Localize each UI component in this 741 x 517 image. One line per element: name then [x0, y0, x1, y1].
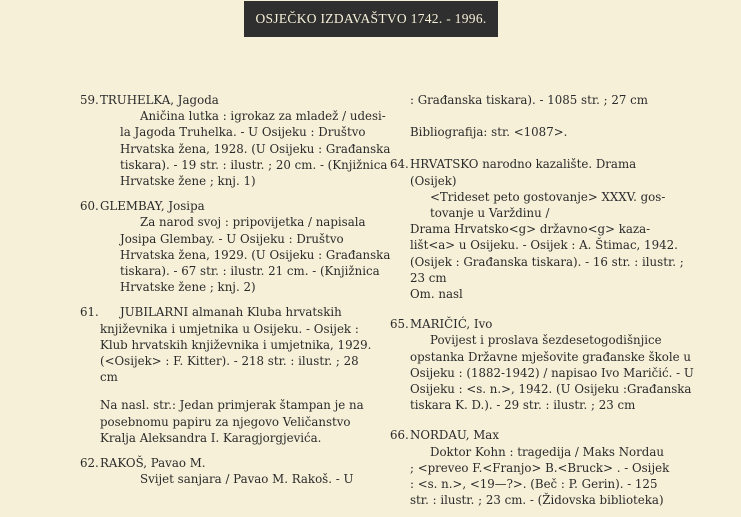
entry-body: [80, 321, 372, 446]
entry-line: Bibliografija: str. <1087>.: [410, 125, 568, 140]
entry-heading: RAKOŠ, Pavao M.: [100, 456, 206, 471]
entry-line: <Trideset peto gostovanje> XXXV. gos-: [430, 189, 666, 204]
entry-line: Osijeku : (1882-1942) / napisao Ivo Maričić. - U: [410, 365, 694, 380]
entry-line: Kralja Aleksandra I. Karagjorgjevića.: [100, 430, 322, 445]
entry-number: 60.: [80, 199, 99, 214]
entry-note: [100, 397, 364, 446]
entry-line: Svijet sanjara / Pavao M. Rakoš. - U: [140, 472, 354, 487]
entry-line: la Jagoda Truhelka. - U Osijeku : Društvo: [120, 125, 366, 140]
entry-body: [390, 332, 694, 413]
entry-number: 61.: [80, 305, 99, 320]
entry-line: (Osijek): [410, 173, 457, 188]
bibliography-entry: [390, 427, 670, 508]
entry-line: : Građanska tiskara). - 1085 str. ; 27 cm: [410, 93, 648, 107]
bibliography-entry: [390, 316, 694, 413]
entry-line: opstanka Državne mješovite građanske škole u: [410, 349, 691, 364]
entry-heading: TRUHELKA, Jagoda: [100, 93, 219, 107]
entry-line: Doktor Kohn : tragedija / Maks Nordau: [430, 444, 664, 459]
entry-number: 59.: [80, 93, 99, 107]
entry-heading: MARIČIĆ, Ivo: [410, 317, 493, 332]
entry-line: (Osijek : Građanska tiskara). - 16 str. : ilustr. ;: [410, 254, 684, 269]
entry-heading: NORDAU, Max: [410, 428, 499, 443]
entry-number: 65.: [390, 317, 409, 332]
entry-line: Za narod svoj : pripovijetka / napisala: [140, 215, 366, 230]
entry-line: ; <preveo F.<Franjo> B.<Bruck> . - Osijek: [410, 460, 670, 475]
entry-line: cm: [100, 370, 118, 385]
entry-body: [80, 108, 391, 189]
entry-body: [80, 214, 391, 295]
entry-line: posebnomu papiru za njegovo Veličanstvo: [100, 414, 351, 429]
entry-number: 64.: [390, 157, 409, 172]
left-column: [80, 92, 391, 496]
entry-continuation: [390, 92, 670, 140]
entry-line: Aničina lutka : igrokaz za mladež / udesi-: [140, 109, 386, 124]
entry-number: 62.: [80, 456, 99, 471]
entry-line: književnika i umjetnika u Osijeku. - Osijek :: [100, 321, 359, 336]
entry-line: (<Osijek> : F. Kitter). - 218 str. : ilustr. ; 28: [100, 354, 359, 369]
entry-line: str. : ilustr. ; 23 cm. - (Židovska biblioteka): [410, 493, 664, 508]
entry-line: Na nasl. str.: Jedan primjerak štampan je na: [100, 398, 364, 413]
entry-line: Drama Hrvatsko<g> državno<g> kaza-: [410, 222, 651, 237]
bibliography-entry: [80, 455, 358, 487]
entry-body: [80, 471, 358, 487]
entry-body: [390, 173, 684, 303]
entry-line: Osijeku : <s. n.>, 1942. (U Osijeku :Građanska: [410, 382, 692, 397]
entry-line: Om. nasl: [410, 287, 463, 302]
bibliography-entry: [80, 92, 391, 189]
entry-line: 23 cm: [410, 270, 447, 285]
entry-line: Povijest i proslava šezdesetogodišnjice: [430, 333, 662, 348]
entry-body: [390, 444, 670, 509]
entry-line: tovanje u Varždinu /: [430, 206, 550, 221]
bibliography-entry: [80, 304, 372, 446]
entry-line: Hrvatske žene ; knj. 2): [120, 280, 256, 295]
entry-line: tiskara K. D.). - 29 str. : ilustr. ; 23 cm: [410, 398, 636, 413]
entry-line: tiskara). - 19 str. : ilustr. ; 20 cm. - (Knjižnica: [120, 157, 388, 172]
entry-line: Klub hrvatskih književnika i umjetnika, 1929.: [100, 337, 372, 352]
entry-line: Hrvatska žena, 1928. (U Osijeku : Građanska: [120, 141, 391, 156]
entry-line: : <s. n.>, <19—?>. (Beč : P. Gerin). - 125: [410, 477, 658, 492]
page-banner: OSJEČKO IZDAVAŠTVO 1742. - 1996.: [244, 1, 498, 37]
entry-heading: HRVATSKO narodno kazalište. Drama: [410, 157, 637, 172]
bibliography-entry: [80, 198, 391, 295]
right-column: [390, 92, 694, 517]
entry-line: Hrvatska žena, 1929. (U Osijeku : Građanska: [120, 247, 391, 262]
entry-heading: GLEMBAY, Josipa: [100, 199, 205, 214]
entry-line: Josipa Glembay. - U Osijeku : Društvo: [120, 231, 344, 246]
entry-heading: JUBILARNI almanah Kluba hrvatskih: [120, 305, 342, 320]
entry-line: Hrvatske žene ; knj. 1): [120, 174, 256, 189]
entry-line: tiskara). - 67 str. : ilustr. 21 cm. - (Knjižnica: [120, 264, 380, 279]
entry-number: 66.: [390, 428, 409, 443]
bibliography-entry: [390, 156, 684, 302]
entry-line: lišt<a> u Osijeku. - Osijek : A. Štimac, 1942.: [410, 238, 678, 253]
